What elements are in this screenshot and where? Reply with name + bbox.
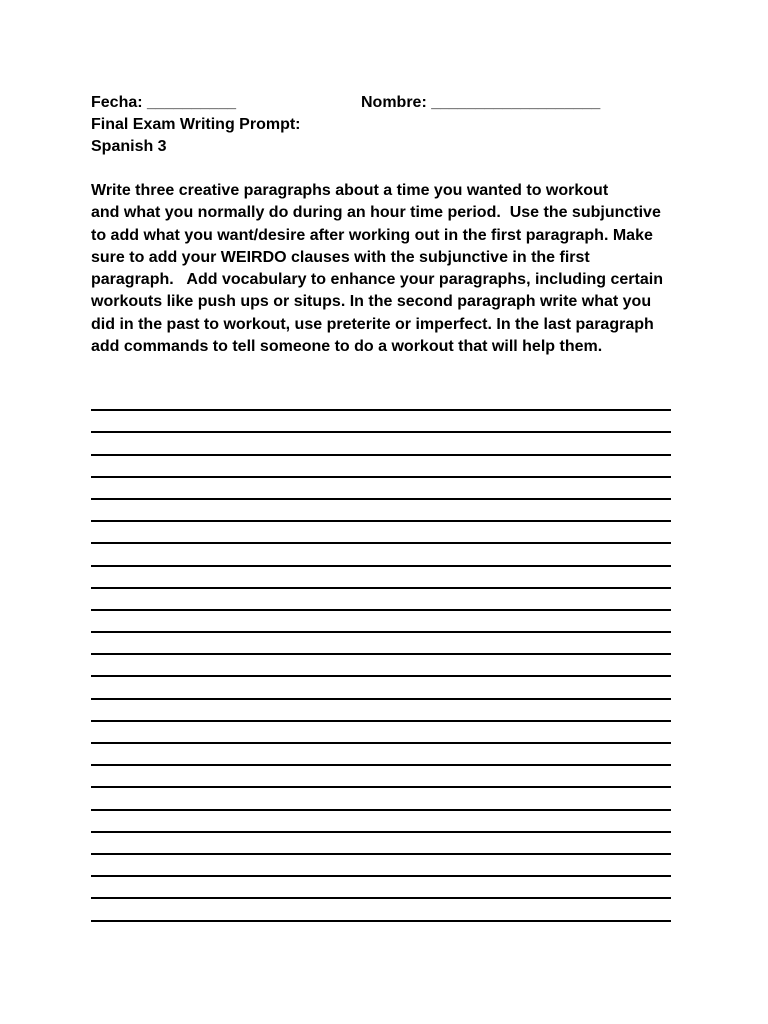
writing-line — [91, 811, 671, 833]
prompt-line: add commands to tell someone to do a workout that will help them. — [91, 338, 603, 356]
writing-line — [91, 766, 671, 788]
prompt-line: workouts like push ups or situps. In the second paragraph write what you — [91, 293, 652, 311]
writing-line — [91, 389, 671, 411]
prompt-line: sure to add your WEIRDO clauses with the subjunctive in the first — [91, 248, 590, 266]
prompt-line: Write three creative paragraphs about a time you wanted to workout — [91, 182, 609, 199]
prompt-line: to add what you want/desire after working out in the first paragraph. Make — [91, 226, 653, 244]
writing-line — [91, 433, 671, 455]
writing-lines-area — [91, 389, 671, 922]
exam-title: Final Exam Writing Prompt: — [91, 116, 301, 133]
prompt-line: and what you normally do during an hour time period. Use the subjunctive — [91, 204, 661, 222]
writing-line — [91, 411, 671, 433]
prompt-line: paragraph. Add vocabulary to enhance your paragraphs, including certain — [91, 271, 663, 289]
prompt-line: did in the past to workout, use preterite or imperfect. In the last paragraph — [91, 315, 654, 333]
writing-line — [91, 899, 671, 921]
writing-line — [91, 744, 671, 766]
writing-prompt — [91, 180, 691, 358]
writing-line — [91, 567, 671, 589]
writing-line — [91, 522, 671, 544]
fecha-field: Fecha: __________ — [91, 94, 236, 111]
header-row — [91, 92, 691, 114]
writing-line — [91, 500, 671, 522]
writing-line — [91, 700, 671, 722]
writing-line — [91, 677, 671, 699]
writing-line — [91, 722, 671, 744]
writing-line — [91, 655, 671, 677]
writing-line — [91, 478, 671, 500]
writing-line — [91, 633, 671, 655]
nombre-field: Nombre: ___________________ — [361, 94, 601, 111]
writing-line — [91, 544, 671, 566]
writing-line — [91, 877, 671, 899]
writing-line — [91, 589, 671, 611]
writing-line — [91, 456, 671, 478]
writing-line — [91, 788, 671, 810]
course-name: Spanish 3 — [91, 138, 167, 155]
writing-line — [91, 855, 671, 877]
writing-line — [91, 611, 671, 633]
writing-line — [91, 833, 671, 855]
